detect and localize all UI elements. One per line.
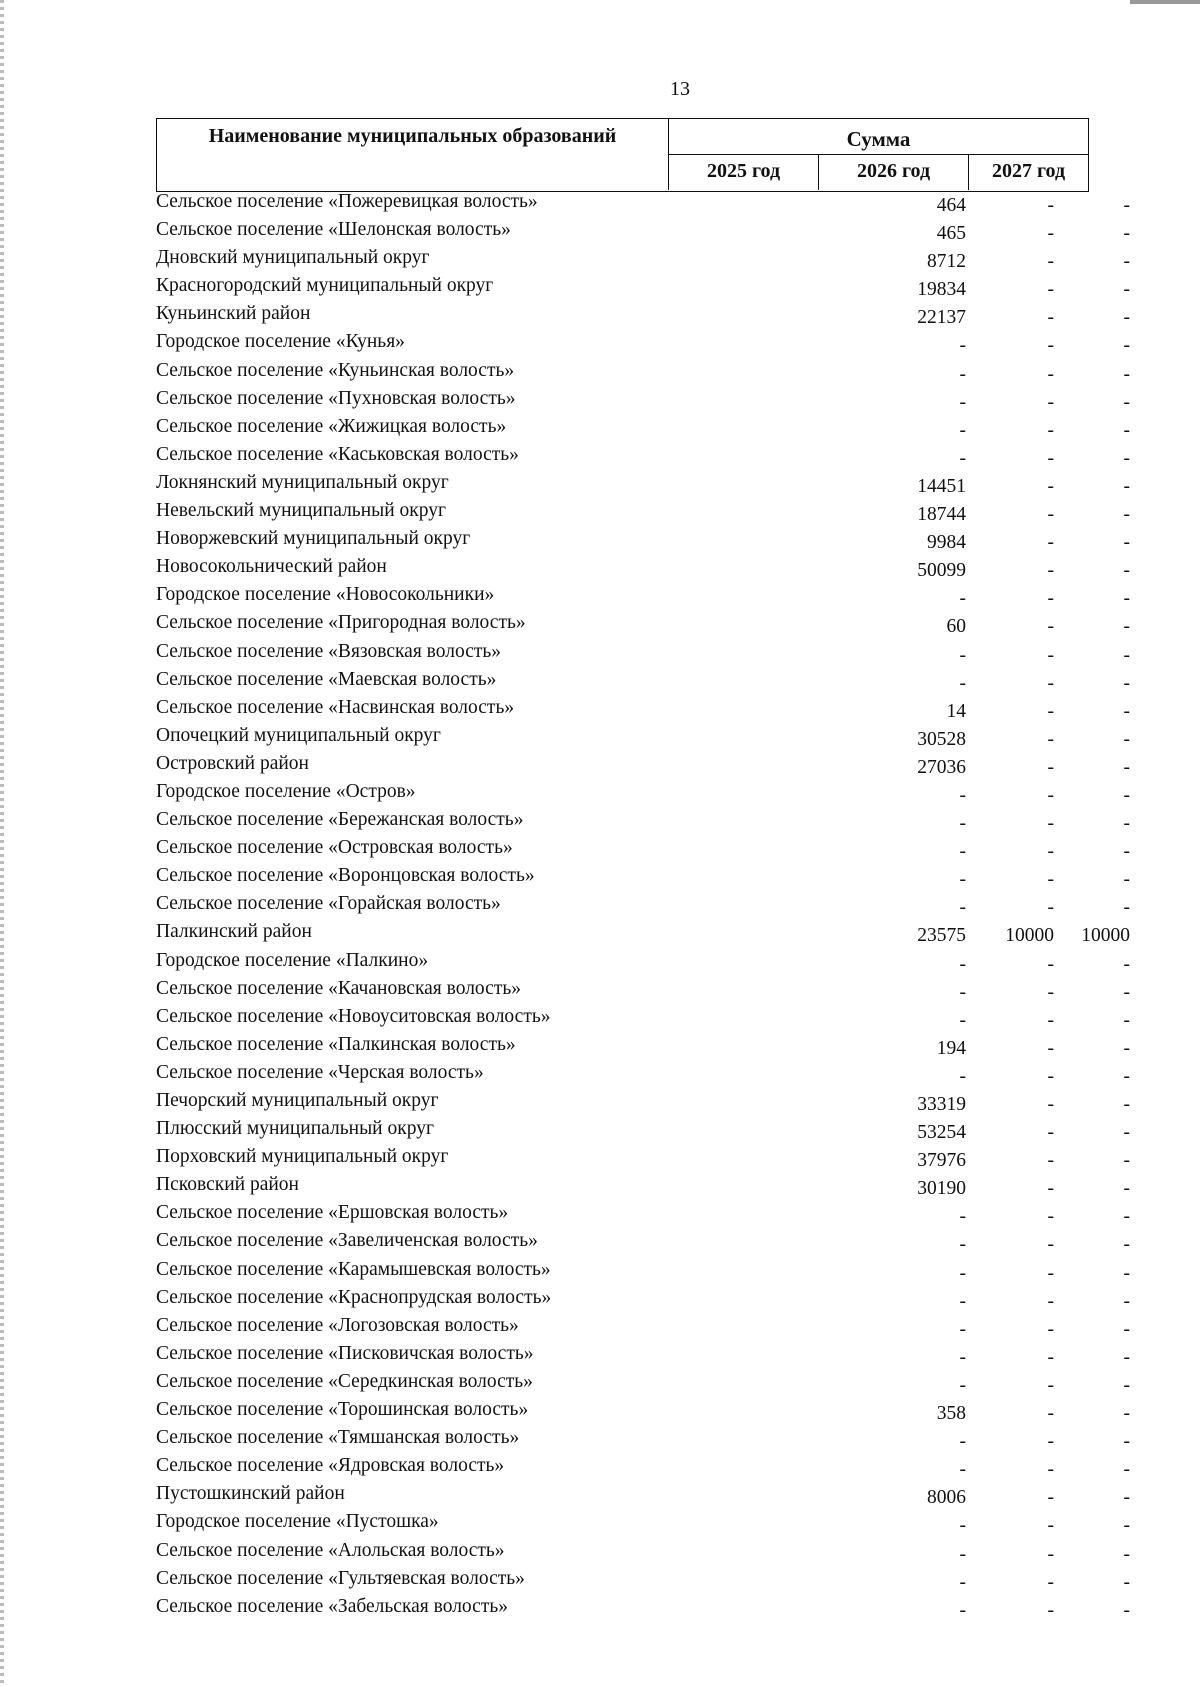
row-name: Новоржевский муниципальный округ	[156, 528, 471, 550]
row-value-2026: -	[1047, 1094, 1054, 1115]
row-name: Сельское поселение «Гультяевская волость»	[156, 1567, 525, 1589]
row-name: Сельское поселение «Воронцовская волость»	[156, 865, 535, 887]
table-row	[156, 218, 1130, 246]
row-value-2026: -	[1047, 1431, 1054, 1453]
row-value-2027: -	[1123, 1290, 1130, 1312]
row-value-2026: -	[1047, 981, 1054, 1003]
table-row	[156, 246, 1130, 274]
row-name: Сельское поселение «Горайская волость»	[156, 893, 501, 915]
table-row	[156, 583, 1130, 611]
table-row	[156, 415, 1130, 443]
table-row	[156, 302, 1130, 330]
row-value-2027: -	[1123, 1459, 1130, 1481]
row-value-2026: -	[1047, 504, 1054, 526]
row-value-2025: 18744	[917, 504, 966, 526]
row-name: Сельское поселение «Пригородная волость»	[156, 612, 526, 634]
scan-corner-mark	[1130, 0, 1200, 4]
row-value-2025: 60	[946, 616, 966, 638]
row-value-2025: -	[959, 1431, 966, 1453]
row-name: Невельский муниципальный округ	[156, 500, 447, 522]
row-value-2026: -	[1047, 1262, 1054, 1284]
row-name: Сельское поселение «Завеличенская волость»	[156, 1230, 538, 1252]
row-value-2025: 30190	[917, 1178, 966, 1200]
row-value-2025: -	[959, 841, 966, 863]
row-value-2027: -	[1123, 1346, 1130, 1368]
table-row	[156, 499, 1130, 527]
row-value-2027: -	[1123, 1571, 1130, 1593]
row-value-2026: -	[1047, 1037, 1054, 1059]
row-value-2025: -	[959, 1374, 966, 1396]
row-value-2025: -	[959, 813, 966, 835]
row-value-2027: -	[1123, 1515, 1130, 1537]
row-value-2025: 14451	[917, 475, 966, 497]
header-year-2025: 2025 год	[669, 155, 819, 190]
row-value-2026: -	[1047, 1318, 1054, 1340]
table-row	[156, 949, 1130, 977]
row-name: Сельское поселение «Вязовская волость»	[156, 640, 502, 662]
table-row	[156, 527, 1130, 555]
row-name: Печорский муниципальный округ	[156, 1090, 439, 1111]
table-row	[156, 555, 1130, 583]
row-value-2027: -	[1123, 1431, 1130, 1453]
row-value-2026: -	[1047, 756, 1054, 778]
row-name: Сельское поселение «Ядровская волость»	[156, 1455, 505, 1477]
table-row	[156, 1145, 1130, 1173]
row-value-2025: 464	[936, 195, 966, 216]
row-value-2025: -	[959, 1459, 966, 1481]
table-row	[156, 892, 1130, 920]
row-value-2027: -	[1123, 1374, 1130, 1396]
row-value-2027: -	[1123, 1262, 1130, 1284]
table-row	[156, 1426, 1130, 1454]
row-value-2026: -	[1047, 784, 1054, 806]
table-row	[156, 724, 1130, 752]
row-value-2026: -	[1047, 897, 1054, 919]
row-value-2027: -	[1123, 784, 1130, 806]
row-value-2025: -	[959, 1206, 966, 1228]
table-row	[156, 330, 1130, 358]
row-value-2026: -	[1047, 1346, 1054, 1368]
row-value-2027: -	[1123, 1403, 1130, 1425]
table-row	[156, 443, 1130, 471]
table-header	[156, 118, 1089, 192]
table-row	[156, 780, 1130, 808]
row-name: Городское поселение «Кунья»	[156, 331, 405, 353]
row-name: Сельское поселение «Жижицкая волость»	[156, 415, 507, 437]
table-row	[156, 1005, 1130, 1033]
row-value-2025: 465	[936, 223, 966, 245]
row-value-2026: -	[1047, 869, 1054, 891]
row-value-2027: -	[1123, 307, 1130, 329]
row-value-2027: -	[1123, 560, 1130, 582]
page-number	[0, 78, 1200, 101]
row-value-2026: -	[1047, 419, 1054, 441]
row-value-2026: -	[1047, 223, 1054, 245]
table-row	[156, 1173, 1130, 1201]
table-row	[156, 1398, 1130, 1426]
row-name: Дновский муниципальный округ	[156, 247, 430, 269]
row-value-2025: 33319	[917, 1094, 966, 1115]
table-row	[156, 471, 1130, 499]
row-value-2025: -	[959, 419, 966, 441]
row-value-2025: 8006	[927, 1487, 966, 1509]
table-row	[156, 977, 1130, 1005]
row-value-2026: -	[1047, 728, 1054, 750]
row-value-2026: -	[1047, 1374, 1054, 1396]
row-name: Сельское поселение «Насвинская волость»	[156, 696, 515, 718]
table-row	[156, 359, 1130, 387]
row-value-2027: -	[1123, 869, 1130, 891]
row-name: Сельское поселение «Каськовская волость»	[156, 443, 519, 465]
row-value-2025: 19834	[917, 279, 966, 301]
row-value-2026: -	[1047, 841, 1054, 863]
row-name: Сельское поселение «Черская волость»	[156, 1061, 484, 1083]
row-value-2026: -	[1047, 672, 1054, 694]
row-name: Островский район	[156, 752, 309, 774]
row-value-2026: -	[1047, 1206, 1054, 1228]
table-row	[156, 1286, 1130, 1314]
row-value-2027: -	[1123, 728, 1130, 750]
row-name: Палкинский район	[156, 921, 312, 943]
table-row	[156, 752, 1130, 780]
row-value-2025: -	[959, 1262, 966, 1284]
row-value-2026: -	[1047, 1515, 1054, 1537]
row-value-2027: -	[1123, 588, 1130, 610]
row-name: Новосокольнический район	[156, 556, 387, 578]
row-name: Сельское поселение «Писковичская волость»	[156, 1342, 534, 1364]
header-name-cell: Наименование муниципальных образований	[157, 119, 669, 190]
row-value-2026: -	[1047, 588, 1054, 610]
row-name: Сельское поселение «Пожеревицкая волость»	[156, 191, 538, 212]
table-row	[156, 1061, 1130, 1089]
row-name: Городское поселение «Палкино»	[156, 949, 429, 971]
row-value-2026: -	[1047, 195, 1054, 216]
row-value-2026: -	[1047, 251, 1054, 273]
row-value-2026: -	[1047, 1122, 1054, 1144]
row-value-2026: -	[1047, 391, 1054, 413]
row-value-2025: 194	[936, 1037, 966, 1059]
row-name: Сельское поселение «Бережанская волость»	[156, 809, 524, 831]
row-value-2026: 10000	[1005, 925, 1054, 947]
row-value-2027: -	[1123, 1206, 1130, 1228]
row-value-2026: -	[1047, 1290, 1054, 1312]
row-value-2027: -	[1123, 700, 1130, 722]
row-value-2027: -	[1123, 1599, 1130, 1621]
row-value-2026: -	[1047, 1543, 1054, 1565]
row-value-2027: -	[1123, 279, 1130, 301]
table-row	[156, 1314, 1130, 1342]
row-name: Сельское поселение «Торошинская волость»	[156, 1399, 529, 1421]
row-value-2026: -	[1047, 1599, 1054, 1621]
row-value-2027: -	[1123, 756, 1130, 778]
row-value-2026: -	[1047, 1009, 1054, 1031]
row-name: Сельское поселение «Куньинская волость»	[156, 359, 515, 381]
row-name: Сельское поселение «Шелонская волость»	[156, 219, 511, 241]
table-row	[156, 1117, 1130, 1145]
row-value-2026: -	[1047, 447, 1054, 469]
row-value-2027: -	[1123, 1122, 1130, 1144]
row-value-2025: -	[959, 1009, 966, 1031]
row-value-2027: -	[1123, 391, 1130, 413]
row-value-2025: -	[959, 391, 966, 413]
row-value-2025: -	[959, 644, 966, 666]
row-value-2026: -	[1047, 1065, 1054, 1087]
row-value-2025: 9984	[927, 532, 966, 554]
row-name: Сельское поселение «Логозовская волость»	[156, 1314, 519, 1336]
row-name: Псковский район	[156, 1174, 299, 1196]
row-value-2025: -	[959, 335, 966, 357]
row-value-2026: -	[1047, 700, 1054, 722]
row-value-2026: -	[1047, 335, 1054, 357]
table-row	[156, 1510, 1130, 1538]
row-value-2025: -	[959, 897, 966, 919]
table-row	[156, 1567, 1130, 1595]
row-name: Сельское поселение «Качановская волость»	[156, 977, 521, 999]
table-row	[156, 1258, 1130, 1286]
row-value-2027: -	[1123, 897, 1130, 919]
row-value-2027: -	[1123, 1318, 1130, 1340]
row-value-2027: -	[1123, 1065, 1130, 1087]
row-value-2025: -	[959, 1318, 966, 1340]
row-value-2027: -	[1123, 447, 1130, 469]
table-row	[156, 668, 1130, 696]
table-row	[156, 387, 1130, 415]
row-name: Пустошкинский район	[156, 1483, 345, 1505]
row-value-2026: -	[1047, 279, 1054, 301]
row-value-2027: -	[1123, 1178, 1130, 1200]
table-row	[156, 1454, 1130, 1482]
row-value-2025: 30528	[917, 728, 966, 750]
row-value-2027: -	[1123, 1543, 1130, 1565]
row-value-2026: -	[1047, 1571, 1054, 1593]
row-name: Опочецкий муниципальный округ	[156, 724, 441, 746]
header-year-2027: 2027 год	[991, 160, 1066, 182]
row-value-2027: -	[1123, 813, 1130, 835]
row-value-2026: -	[1047, 1459, 1054, 1481]
row-value-2025: -	[959, 981, 966, 1003]
header-year-2026: 2026 год	[819, 155, 969, 190]
row-value-2026: -	[1047, 1487, 1054, 1509]
row-value-2026: -	[1047, 1403, 1054, 1425]
row-value-2027: -	[1123, 981, 1130, 1003]
table-row	[156, 696, 1130, 724]
row-name: Сельское поселение «Островская волость»	[156, 837, 513, 859]
row-value-2027: 10000	[1081, 925, 1130, 947]
row-name: Куньинский район	[156, 303, 311, 325]
row-value-2027: -	[1123, 223, 1130, 245]
row-value-2025: -	[959, 869, 966, 891]
row-name: Сельское поселение «Забельская волость»	[156, 1595, 508, 1617]
row-value-2026: -	[1047, 1178, 1054, 1200]
row-name: Сельское поселение «Краснопрудская волость»	[156, 1286, 552, 1308]
row-value-2027: -	[1123, 419, 1130, 441]
row-value-2025: -	[959, 953, 966, 975]
table-row	[156, 1539, 1130, 1567]
row-value-2025: -	[959, 1571, 966, 1593]
row-value-2025: -	[959, 447, 966, 469]
row-value-2026: -	[1047, 532, 1054, 554]
row-value-2027: -	[1123, 532, 1130, 554]
row-value-2025: 27036	[917, 756, 966, 778]
row-name: Порховский муниципальный округ	[156, 1146, 449, 1168]
row-value-2027: -	[1123, 672, 1130, 694]
table-row	[156, 1201, 1130, 1229]
row-value-2027: -	[1123, 1037, 1130, 1059]
table-row	[156, 274, 1130, 302]
table-row	[156, 1342, 1130, 1370]
row-value-2027: -	[1123, 475, 1130, 497]
row-value-2025: 53254	[917, 1122, 966, 1144]
row-name: Красногородский муниципальный округ	[156, 275, 494, 297]
page-number-text: 13	[670, 78, 690, 100]
row-value-2025: -	[959, 1065, 966, 1087]
row-value-2025: -	[959, 588, 966, 610]
row-name: Сельское поселение «Середкинская волость»	[156, 1370, 533, 1392]
row-value-2027: -	[1123, 504, 1130, 526]
row-value-2025: 22137	[917, 307, 966, 329]
row-value-2025: -	[959, 1543, 966, 1565]
table-row	[156, 864, 1130, 892]
row-value-2027: -	[1123, 251, 1130, 273]
row-name: Городское поселение «Новосокольники»	[156, 584, 495, 606]
table-row	[156, 1229, 1130, 1257]
row-value-2026: -	[1047, 363, 1054, 385]
row-name: Локнянский муниципальный округ	[156, 471, 449, 493]
row-name: Сельское поселение «Тямшанская волость»	[156, 1427, 520, 1449]
row-value-2026: -	[1047, 1234, 1054, 1256]
row-name: Сельское поселение «Палкинская волость»	[156, 1033, 516, 1055]
table-row	[156, 1482, 1130, 1510]
table-row	[156, 1089, 1130, 1117]
row-value-2026: -	[1047, 475, 1054, 497]
table-row	[156, 611, 1130, 639]
row-value-2025: 50099	[917, 560, 966, 582]
row-name: Сельское поселение «Пухновская волость»	[156, 387, 516, 409]
row-name: Городское поселение «Остров»	[156, 780, 416, 802]
row-value-2025: -	[959, 1599, 966, 1621]
row-value-2025: -	[959, 1515, 966, 1537]
row-value-2027: -	[1123, 1094, 1130, 1115]
row-name: Сельское поселение «Карамышевская волость»	[156, 1258, 551, 1280]
table-row	[156, 640, 1130, 668]
table-row	[156, 808, 1130, 836]
row-value-2027: -	[1123, 195, 1130, 216]
row-value-2026: -	[1047, 953, 1054, 975]
table-row	[156, 190, 1130, 218]
row-value-2026: -	[1047, 644, 1054, 666]
row-value-2025: 37976	[917, 1150, 966, 1172]
row-name: Сельское поселение «Ершовская волость»	[156, 1202, 509, 1224]
row-value-2027: -	[1123, 841, 1130, 863]
scan-edge	[0, 0, 4, 1686]
row-name: Городское поселение «Пустошка»	[156, 1511, 439, 1533]
row-value-2027: -	[1123, 644, 1130, 666]
row-value-2027: -	[1123, 363, 1130, 385]
row-value-2026: -	[1047, 307, 1054, 329]
row-name: Сельское поселение «Маевская волость»	[156, 668, 497, 690]
row-value-2026: -	[1047, 1150, 1054, 1172]
table-body	[156, 190, 1130, 1623]
table-row	[156, 920, 1130, 948]
row-name: Сельское поселение «Новоуситовская волость»	[156, 1005, 551, 1027]
row-value-2027: -	[1123, 1234, 1130, 1256]
row-value-2025: -	[959, 1234, 966, 1256]
row-value-2025: 23575	[917, 925, 966, 947]
table-row	[156, 1370, 1130, 1398]
row-value-2027: -	[1123, 1009, 1130, 1031]
row-value-2026: -	[1047, 560, 1054, 582]
row-value-2025: 358	[936, 1403, 966, 1425]
row-value-2027: -	[1123, 1150, 1130, 1172]
row-value-2025: -	[959, 1290, 966, 1312]
table-row	[156, 1033, 1130, 1061]
row-value-2025: 14	[946, 700, 966, 722]
row-value-2025: 8712	[927, 251, 966, 273]
row-value-2026: -	[1047, 616, 1054, 638]
row-value-2025: -	[959, 672, 966, 694]
row-value-2025: -	[959, 784, 966, 806]
table-row	[156, 836, 1130, 864]
row-value-2027: -	[1123, 616, 1130, 638]
row-value-2025: -	[959, 1346, 966, 1368]
row-value-2025: -	[959, 363, 966, 385]
row-name: Сельское поселение «Алольская волость»	[156, 1539, 505, 1561]
row-value-2027: -	[1123, 953, 1130, 975]
row-value-2027: -	[1123, 335, 1130, 357]
table-row	[156, 1595, 1130, 1623]
header-sum-cell: Сумма	[669, 119, 1088, 155]
row-value-2027: -	[1123, 1487, 1130, 1509]
row-name: Плюсский муниципальный округ	[156, 1118, 434, 1140]
row-value-2026: -	[1047, 813, 1054, 835]
